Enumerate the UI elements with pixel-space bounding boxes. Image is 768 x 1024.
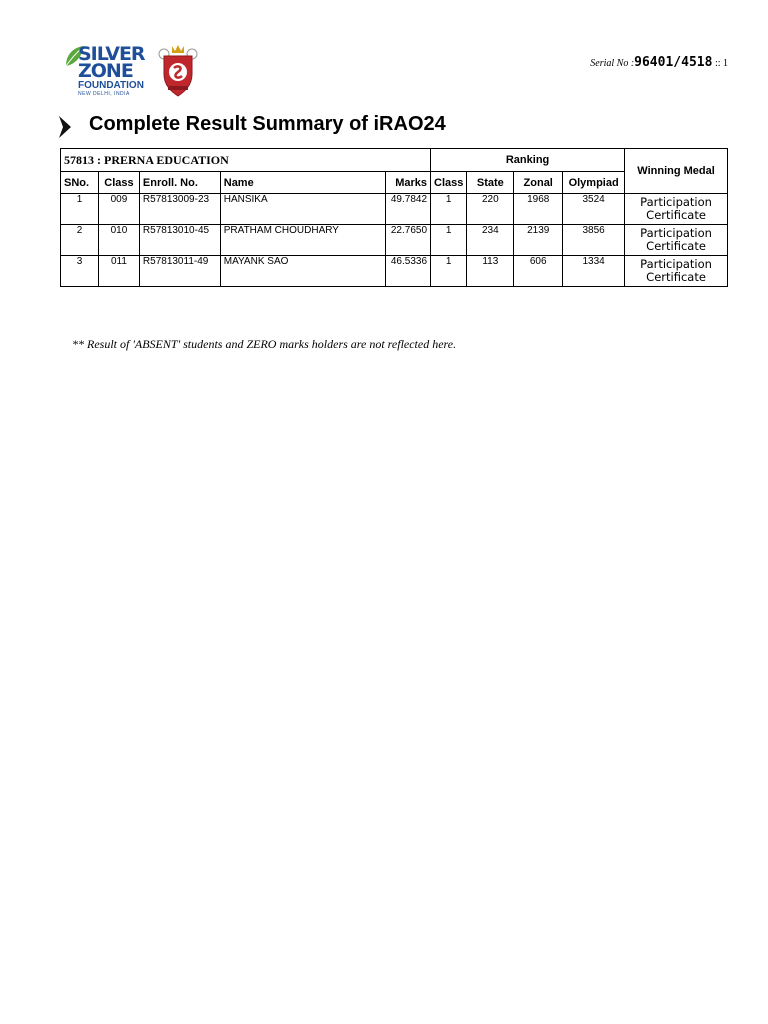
logo (64, 42, 204, 100)
arrow-icon (58, 115, 72, 139)
col-rank-zonal: Zonal (514, 172, 563, 194)
cell-name: MAYANK SAO (220, 256, 385, 287)
cell-class: 010 (98, 225, 139, 256)
cell-medal: Participation Certificate (625, 194, 728, 225)
school-name: 57813 : PRERNA EDUCATION (61, 149, 431, 172)
logo-line-2: ZONE (78, 60, 133, 82)
cell-marks: 22.7650 (386, 225, 431, 256)
cell-rank-olympiad: 1334 (563, 256, 625, 287)
cell-enroll: R57813011-49 (139, 256, 220, 287)
serial-value: 96401/4518 (634, 55, 713, 70)
cell-rank-olympiad: 3856 (563, 225, 625, 256)
logo-line-1: SILVER (78, 43, 145, 65)
cell-rank-zonal: 2139 (514, 225, 563, 256)
cell-class: 009 (98, 194, 139, 225)
col-rank-state: State (467, 172, 514, 194)
cell-rank-zonal: 606 (514, 256, 563, 287)
cell-rank-state: 234 (467, 225, 514, 256)
cell-name: HANSIKA (220, 194, 385, 225)
col-marks: Marks (386, 172, 431, 194)
page-title: Complete Result Summary of iRAO24 (89, 113, 446, 135)
table-row (61, 256, 728, 287)
cell-enroll: R57813009-23 (139, 194, 220, 225)
col-class: Class (98, 172, 139, 194)
serial-suffix: :: 1 (714, 58, 728, 69)
cell-rank-class: 1 (431, 225, 467, 256)
result-table (60, 148, 728, 287)
col-enroll: Enroll. No. (139, 172, 220, 194)
cell-rank-class: 1 (431, 194, 467, 225)
cell-rank-state: 220 (467, 194, 514, 225)
logo-line-4: NEW DELHI, INDIA (78, 91, 130, 97)
cell-enroll: R57813010-45 (139, 225, 220, 256)
cell-rank-class: 1 (431, 256, 467, 287)
col-sno: SNo. (61, 172, 99, 194)
col-name: Name (220, 172, 385, 194)
cell-sno: 1 (61, 194, 99, 225)
ranking-header: Ranking (431, 149, 625, 172)
cell-rank-olympiad: 3524 (563, 194, 625, 225)
cell-medal: Participation Certificate (625, 225, 728, 256)
crest-icon (158, 42, 198, 98)
serial-label: Serial No : (590, 58, 635, 69)
table-row (61, 225, 728, 256)
cell-name: PRATHAM CHOUDHARY (220, 225, 385, 256)
serial-number (590, 55, 728, 70)
medal-header: Winning Medal (625, 149, 728, 194)
cell-marks: 46.5336 (386, 256, 431, 287)
cell-sno: 2 (61, 225, 99, 256)
col-rank-olympiad: Olympiad (563, 172, 625, 194)
cell-medal: Participation Certificate (625, 256, 728, 287)
cell-marks: 49.7842 (386, 194, 431, 225)
logo-line-3: FOUNDATION (78, 80, 144, 91)
cell-sno: 3 (61, 256, 99, 287)
cell-class: 011 (98, 256, 139, 287)
footnote: ** Result of 'ABSENT' students and ZERO marks holders are not reflected here. (72, 337, 457, 351)
table-row (61, 194, 728, 225)
cell-rank-zonal: 1968 (514, 194, 563, 225)
cell-rank-state: 113 (467, 256, 514, 287)
col-rank-class: Class (431, 172, 467, 194)
